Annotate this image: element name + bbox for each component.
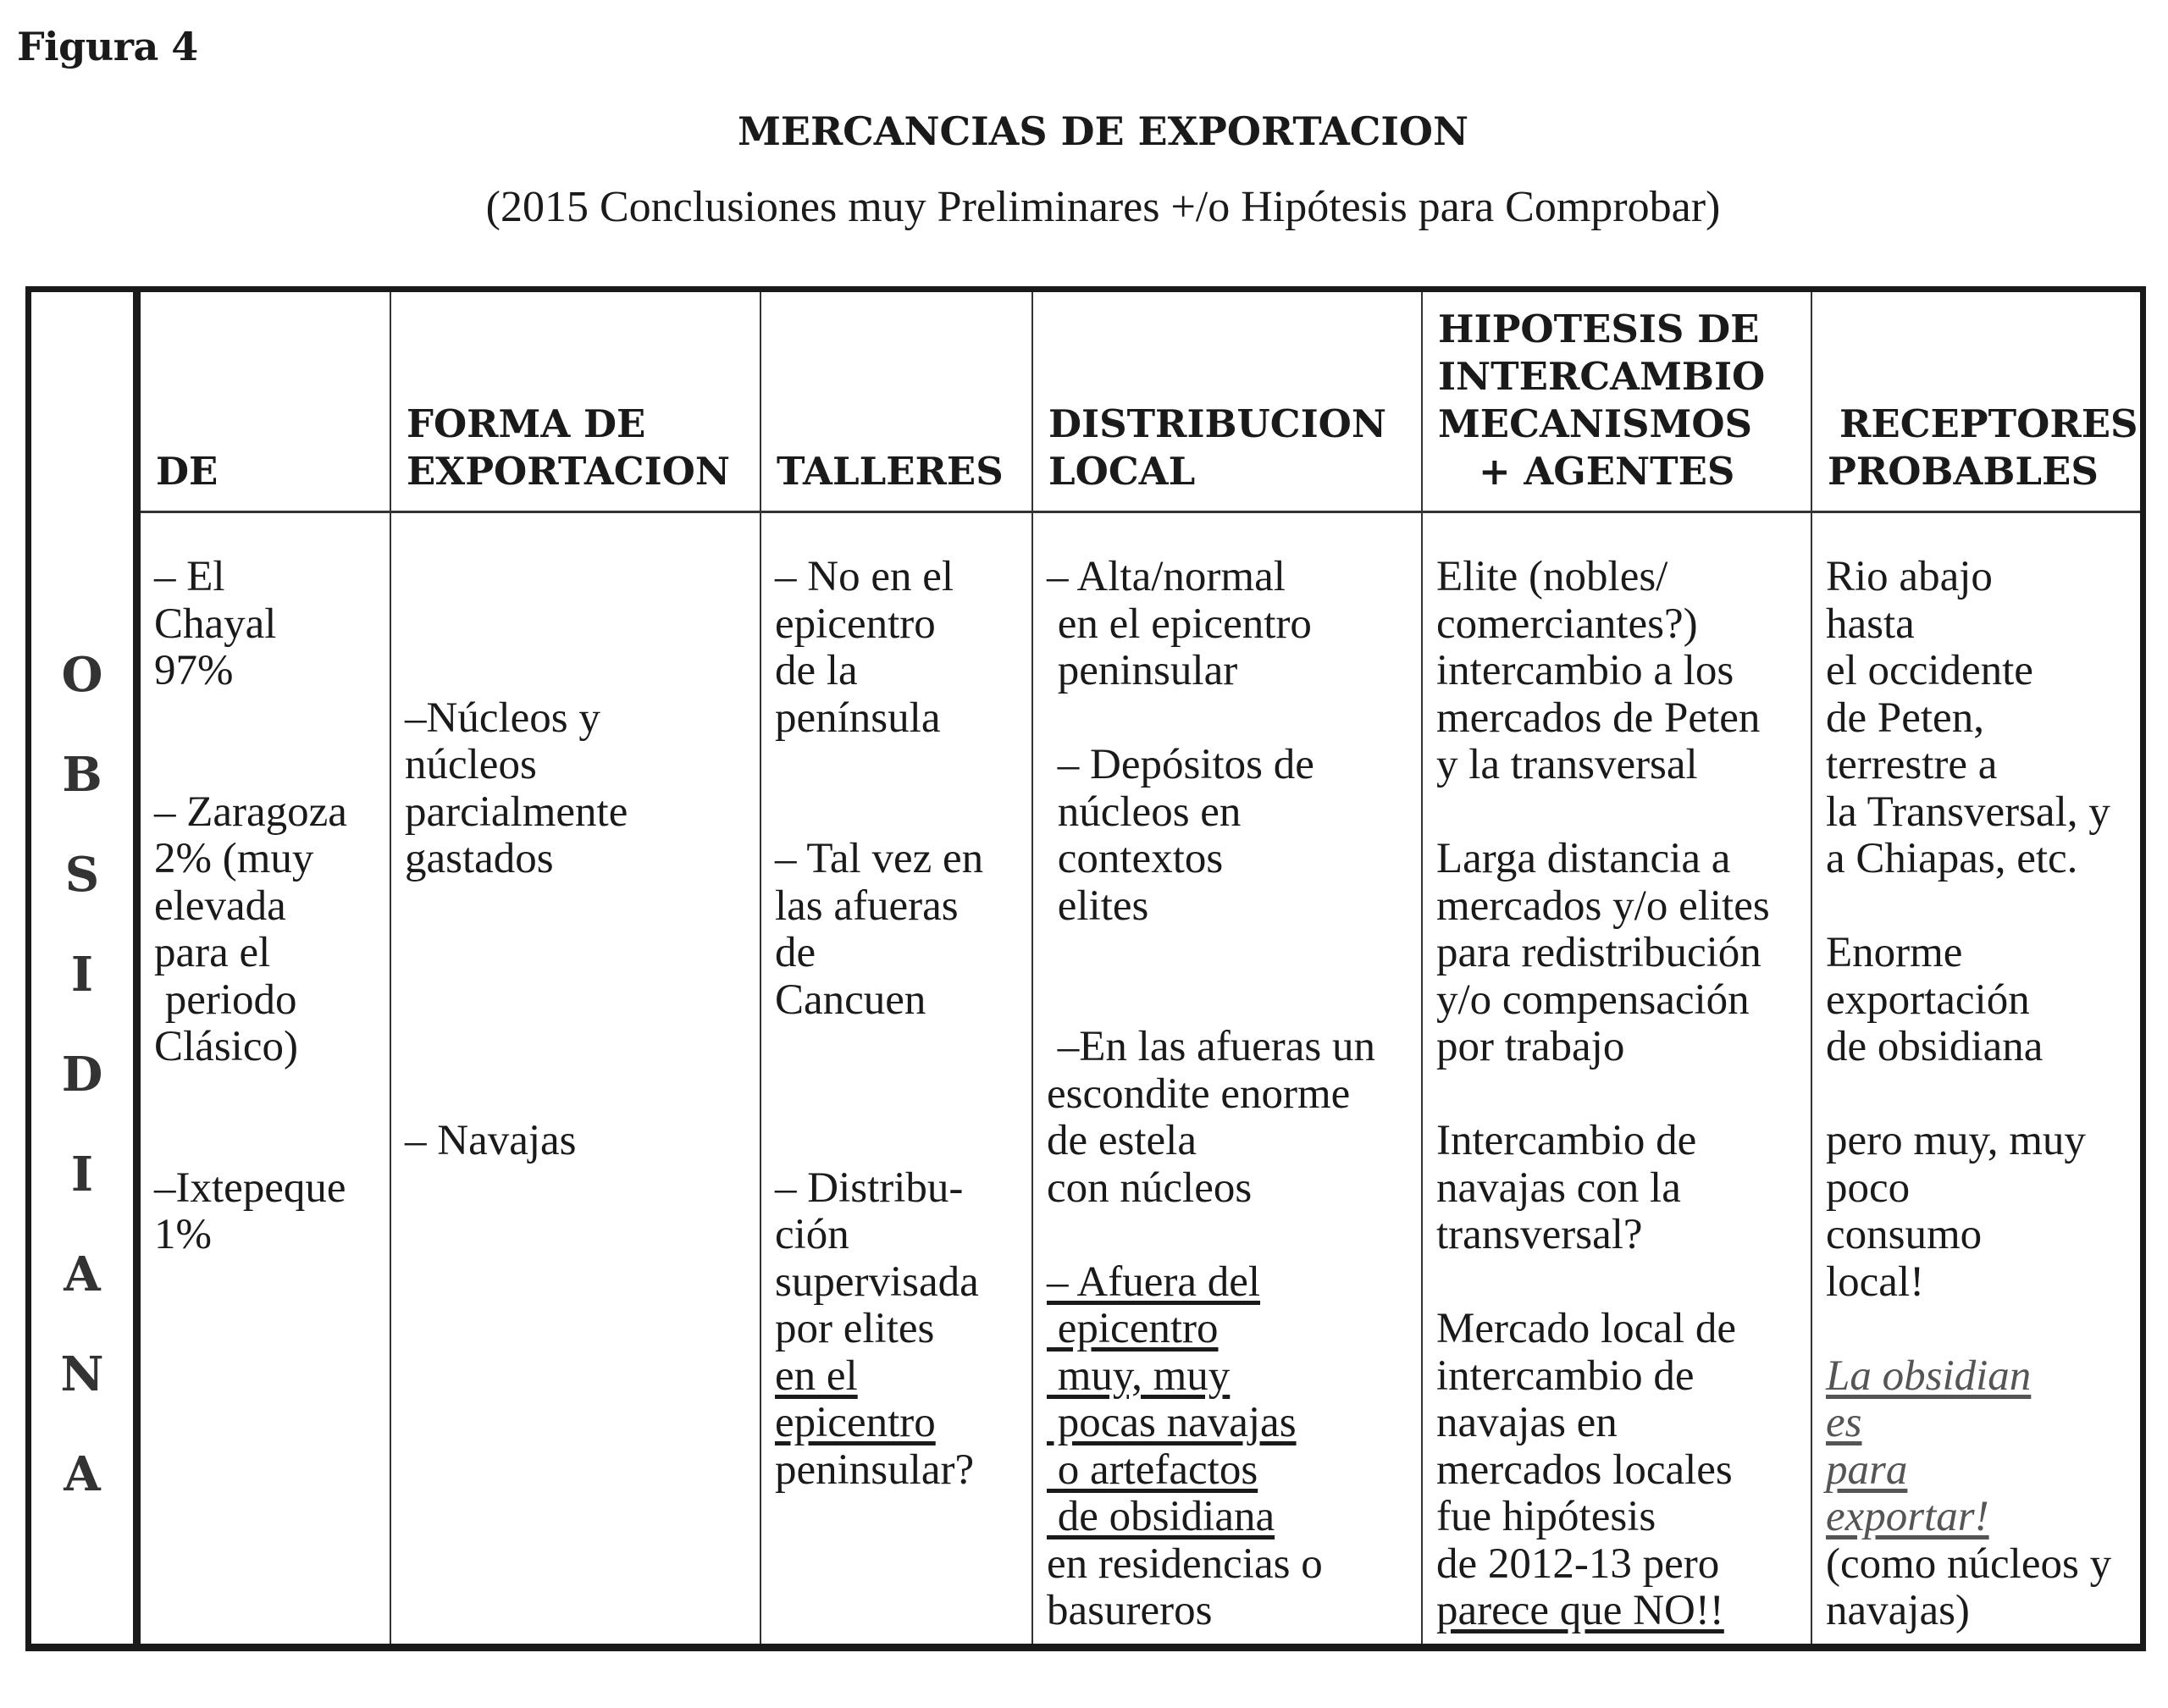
header-line: EXPORTACION — [406, 449, 730, 494]
cell-line: por elites — [775, 1305, 935, 1352]
cell-line — [154, 695, 390, 743]
cell-line: intercambio a los — [1436, 647, 1734, 694]
side-letter: S — [64, 847, 100, 903]
cell-line-underlined: o artefactos — [1047, 1445, 1258, 1494]
cell-distribucion-local — [1032, 512, 1422, 1644]
cell-line: terrestre a — [1826, 741, 1998, 788]
cell-line — [1047, 1212, 1421, 1259]
cell-line: de estela — [1047, 1117, 1197, 1164]
side-letter: A — [64, 1246, 101, 1302]
page-title: MERCANCIAS DE EXPORTACION — [737, 108, 1469, 154]
cell-line: elevada — [154, 882, 286, 930]
cell-line — [154, 742, 390, 789]
header-line: RECEPTORES — [1839, 401, 2138, 446]
cell-line-underlined: pocas navajas — [1047, 1399, 1297, 1446]
header-line: LOCAL — [1048, 449, 1196, 494]
cell-line: la Transversal, y — [1826, 788, 2110, 836]
side-letter: A — [64, 1446, 101, 1502]
header-line: TALLERES — [777, 449, 1004, 494]
cell-line — [405, 1071, 760, 1119]
cell-line: elites — [1047, 882, 1149, 930]
cell-line: Chayal — [154, 600, 277, 648]
side-letter: D — [61, 1047, 103, 1103]
cell-line — [405, 601, 760, 649]
cell-line: contextos — [1047, 835, 1224, 882]
cell-line: Rio abajo — [1826, 553, 1993, 600]
cell-line: – No en el — [775, 553, 954, 600]
cell-line: en residencias o — [1047, 1539, 1323, 1588]
header-line: HIPOTESIS DE — [1438, 307, 1760, 351]
cell-line-underlined: en el — [775, 1351, 858, 1400]
cell-line: Elite (nobles/ — [1436, 553, 1668, 600]
cell-line: gastados — [405, 835, 554, 882]
header-line: PROBABLES — [1828, 449, 2099, 494]
cell-receptores-probables — [1811, 512, 2140, 1644]
cell-forma-de-exportacion — [390, 512, 760, 1644]
cell-line: local! — [1826, 1258, 1925, 1306]
header-receptores-probables — [1811, 292, 2140, 512]
side-letter: I — [70, 947, 94, 1003]
cell-line: transversal? — [1436, 1211, 1643, 1258]
cell-line: para redistribución — [1436, 929, 1762, 976]
side-label — [31, 625, 133, 1524]
cell-talleres — [760, 512, 1032, 1644]
cell-line: – Depósitos de — [1047, 741, 1314, 788]
cell-line: por trabajo — [1436, 1023, 1625, 1070]
cell-line: 1% — [154, 1211, 212, 1258]
cell-line: periodo — [154, 976, 297, 1024]
cell-line: de la — [775, 647, 858, 694]
cell-line: –Núcleos y — [405, 694, 600, 742]
cell-line: – Alta/normal — [1047, 553, 1286, 600]
cell-de — [141, 512, 390, 1644]
cell-line — [775, 1071, 1031, 1119]
cell-line: para el — [154, 929, 271, 976]
cell-line: –En las afueras un — [1047, 1023, 1376, 1070]
cell-line: escondite enorme — [1047, 1070, 1351, 1118]
cell-line: 2% (muy — [154, 835, 314, 882]
cell-line-italic-underlined: exportar! — [1826, 1493, 1989, 1540]
cell-line: pero muy, muy — [1826, 1117, 2086, 1164]
cell-line: el occidente — [1826, 647, 2033, 694]
cell-line: –Ixtepeque — [154, 1164, 346, 1212]
cell-line — [1047, 930, 1421, 977]
cell-line: Clásico) — [154, 1023, 298, 1070]
side-letter: B — [62, 747, 102, 803]
cell-line-italic-underlined: La obsidian — [1826, 1351, 2032, 1400]
cell-line: de 2012-13 pero — [1436, 1539, 1720, 1588]
cell-line: poco — [1826, 1164, 1911, 1212]
cell-line: parcialmente — [405, 788, 628, 836]
cell-line: epicentro — [775, 600, 936, 648]
cell-line: Mercado local de — [1436, 1305, 1736, 1352]
cell-line: las afueras — [775, 882, 959, 930]
cell-line: mercados locales — [1436, 1445, 1733, 1494]
cell-line: – Distribu- — [775, 1164, 964, 1212]
cell-line — [154, 1118, 390, 1165]
cell-hipotesis-intercambio — [1422, 512, 1811, 1644]
cell-line: (como núcleos y — [1826, 1539, 2112, 1588]
cell-line: peninsular — [1047, 647, 1238, 694]
header-hipotesis-intercambio — [1422, 292, 1811, 512]
cell-line — [775, 789, 1031, 837]
cell-line — [1047, 695, 1421, 743]
cell-line — [1047, 977, 1421, 1025]
cell-line-underlined: epicentro — [1047, 1305, 1219, 1352]
cell-line: – Tal vez en — [775, 835, 984, 882]
header-forma-de-exportacion — [390, 292, 760, 512]
cell-line: hasta — [1826, 600, 1915, 648]
cell-line — [1436, 1071, 1811, 1119]
cell-line: consumo — [1826, 1211, 1983, 1258]
cell-line: mercados de Peten — [1436, 694, 1761, 742]
cell-line: y/o compensación — [1436, 976, 1750, 1024]
cell-line — [1436, 1259, 1811, 1307]
cell-line — [405, 977, 760, 1025]
side-label-column — [31, 292, 141, 1644]
side-letter: N — [60, 1346, 104, 1402]
cell-line: con núcleos — [1047, 1164, 1253, 1212]
cell-line-underlined: muy, muy — [1047, 1351, 1231, 1400]
figure-label: Figura 4 — [17, 24, 198, 69]
table-row — [141, 512, 2140, 1644]
header-line: FORMA DE — [406, 401, 646, 446]
cell-line: – Navajas — [405, 1117, 577, 1164]
cell-line-underlined: parece que NO!! — [1436, 1587, 1724, 1634]
cell-line: – Zaragoza — [154, 788, 347, 836]
cell-line-underlined: de obsidiana — [1047, 1493, 1275, 1540]
cell-line — [775, 742, 1031, 789]
cell-line — [405, 930, 760, 977]
cell-line: 97% — [154, 647, 234, 694]
header-line: DISTRIBUCION — [1048, 401, 1386, 446]
cell-line: Intercambio de — [1436, 1117, 1697, 1164]
cell-line — [405, 554, 760, 601]
cell-line: y la transversal — [1436, 741, 1698, 788]
cell-line: núcleos — [405, 741, 537, 788]
cell-line — [405, 883, 760, 931]
cell-line: comerciantes?) — [1436, 600, 1698, 648]
cell-line: navajas con la — [1436, 1164, 1681, 1212]
cell-line-underlined: – Afuera del — [1047, 1258, 1261, 1306]
header-line: INTERCAMBIO — [1438, 354, 1766, 399]
cell-line: navajas) — [1826, 1587, 1970, 1634]
cell-line: península — [775, 694, 941, 742]
page-subtitle: (2015 Conclusiones muy Preliminares +/o Hipótesis para Comprobar) — [485, 183, 1721, 231]
table-frame — [25, 286, 2146, 1651]
cell-line-underlined: epicentro — [775, 1399, 936, 1446]
cell-line — [405, 1024, 760, 1071]
cell-line: en el epicentro — [1047, 600, 1312, 648]
header-distribucion-local — [1032, 292, 1422, 512]
cell-line: intercambio de — [1436, 1351, 1695, 1400]
cell-line — [1436, 789, 1811, 837]
header-de — [141, 292, 390, 512]
cell-line: Cancuen — [775, 976, 926, 1024]
cell-line: a Chiapas, etc. — [1826, 835, 2078, 882]
header-line: + AGENTES — [1479, 449, 1735, 494]
cell-line: peninsular? — [775, 1445, 975, 1494]
cell-line: supervisada — [775, 1258, 979, 1306]
cell-line: exportación — [1826, 976, 2030, 1024]
cell-line: núcleos en — [1047, 788, 1242, 836]
header-line: MECANISMOS — [1438, 401, 1753, 446]
cell-line: de — [775, 929, 816, 976]
side-letter: I — [70, 1147, 94, 1202]
cell-line-italic-underlined: para — [1826, 1445, 1908, 1494]
cell-line — [1826, 1071, 2140, 1119]
cell-line: ción — [775, 1211, 849, 1258]
cell-line — [1826, 883, 2140, 931]
cell-line: – El — [154, 553, 225, 600]
cell-line-italic-underlined: es — [1826, 1399, 1862, 1446]
header-row — [141, 292, 2140, 512]
cell-line: basureros — [1047, 1587, 1213, 1634]
exports-table — [141, 292, 2140, 1644]
cell-line — [405, 648, 760, 695]
cell-line: mercados y/o elites — [1436, 882, 1770, 930]
header-line: DE — [156, 449, 218, 494]
cell-line — [154, 1071, 390, 1119]
side-letter: O — [61, 647, 103, 703]
header-talleres — [760, 292, 1032, 512]
cell-line: navajas en — [1436, 1399, 1618, 1446]
cell-line — [775, 1024, 1031, 1071]
cell-line: de obsidiana — [1826, 1023, 2044, 1070]
cell-line — [1826, 1306, 2140, 1353]
cell-line: fue hipótesis — [1436, 1493, 1656, 1540]
cell-line — [775, 1118, 1031, 1165]
cell-line: Enorme — [1826, 929, 1963, 976]
cell-line: de Peten, — [1826, 694, 1984, 742]
cell-line: Larga distancia a — [1436, 835, 1731, 882]
